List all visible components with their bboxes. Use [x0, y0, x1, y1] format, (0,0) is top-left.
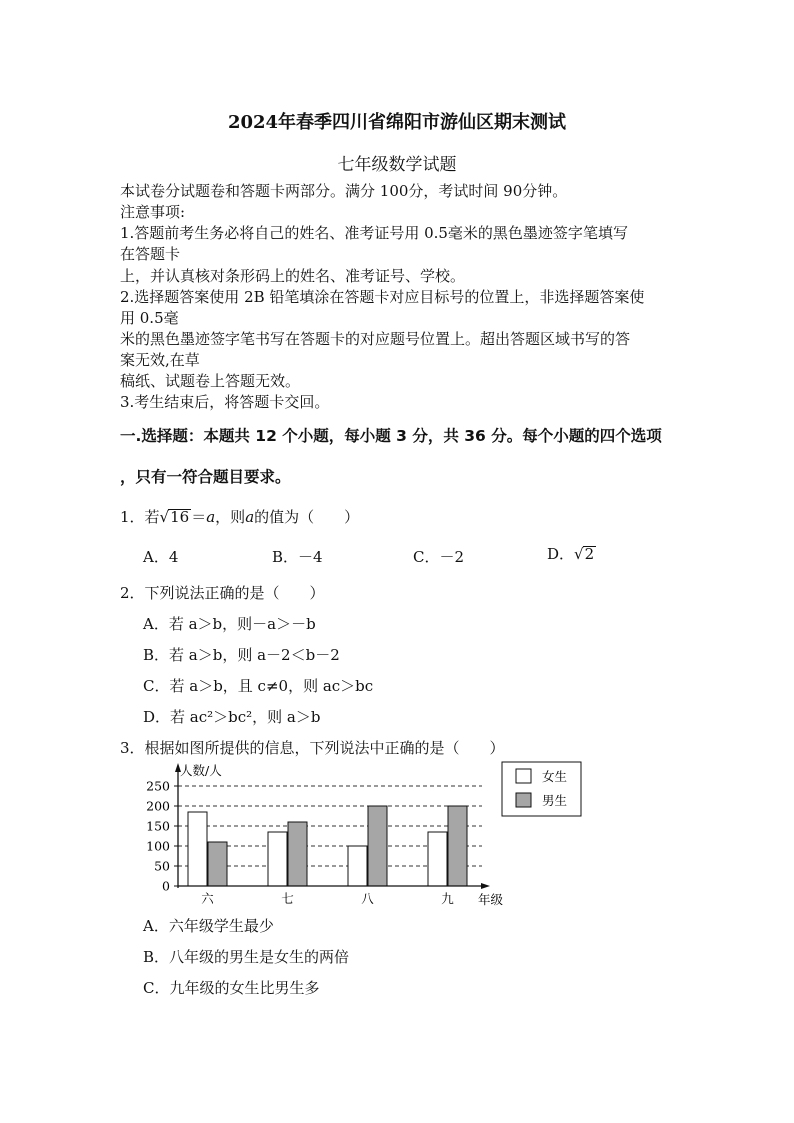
q1-option-c: C．－2 [413, 548, 465, 566]
x-tick-label: 九 [441, 891, 454, 906]
bar-chart [130, 758, 590, 910]
legend-swatch-boys [516, 793, 531, 807]
instruction-line: 在答题卡 [120, 245, 181, 263]
bar-boys [448, 806, 467, 886]
section-heading: ，只有一符合题目要求。 [120, 468, 291, 486]
q1-option-d-radicand: 2 [584, 545, 595, 563]
section-heading: 一.选择题：本题共 12 个小题，每小题 3 分，共 36 分。每个小题的四个选项 [120, 427, 662, 445]
instruction-line: 3.考生结束后，将答题卡交回。 [120, 393, 330, 411]
instruction-line: 2.选择题答案使用 2B 铅笔填涂在答题卡对应目标号的位置上，非选择题答案使 [120, 288, 645, 306]
instruction-line: 注意事项: [120, 203, 186, 221]
question-1-stem [120, 506, 359, 527]
y-axis-title: 人数/人 [180, 763, 222, 778]
instruction-line: 上，并认真核对条形码上的姓名、准考证号、学校。 [120, 267, 466, 285]
q2-option-b: B．若 a＞b，则 a－2＜b－2 [143, 646, 340, 664]
question-3-stem: 3．根据如图所提供的信息，下列说法中正确的是（ ） [120, 739, 505, 757]
q1-radicand: 16 [170, 508, 190, 526]
q1-suffix: 的值为（ ） [254, 508, 360, 526]
instruction-line: 案无效,在草 [120, 351, 200, 369]
instruction-line: 米的黑色墨迹签字笔书写在答题卡的对应题号位置上。超出答题区域书写的答 [120, 330, 631, 348]
chart-legend [502, 762, 581, 816]
legend-swatch-girls [516, 769, 531, 783]
question-2-stem: 2．下列说法正确的是（ ） [120, 584, 325, 602]
y-tick-label: 150 [146, 818, 170, 834]
q3-option-a: A．六年级学生最少 [143, 917, 274, 935]
bar-boys [368, 806, 387, 886]
y-tick-label: 200 [146, 798, 170, 814]
q3-option-b: B．八年级的男生是女生的两倍 [143, 948, 350, 966]
x-tick-label: 六 [201, 891, 214, 906]
bar-girls [188, 812, 207, 886]
q2-option-c: C．若 a＞b，且 c≠0，则 ac＞bc [143, 677, 374, 695]
y-tick-label: 50 [154, 858, 170, 874]
q1-option-a: A．4 [143, 548, 179, 566]
q1-option-d [547, 543, 596, 564]
x-tick-label: 七 [281, 891, 294, 906]
bar-girls [428, 832, 447, 886]
bar-girls [268, 832, 287, 886]
instruction-line: 1.答题前考生务必将自己的姓名、准考证号用 0.5毫米的黑色墨迹签字笔填写 [120, 224, 628, 242]
sqrt-sign-icon: √ [159, 508, 170, 526]
bar-boys [208, 842, 227, 886]
q1-prefix: 1．若 [120, 508, 160, 526]
bar-boys [288, 822, 307, 886]
instruction-line: 稿纸、试题卷上答题无效。 [120, 372, 301, 390]
instruction-line: 本试卷分试题卷和答题卡两部分。满分 100分，考试时间 90分钟。 [120, 182, 568, 200]
legend-label-boys: 男生 [542, 793, 568, 808]
q1-var2: a [245, 508, 255, 526]
instruction-line: 用 0.5毫 [120, 309, 179, 327]
y-tick-label: 250 [146, 778, 170, 794]
exam-subtitle: 七年级数学试题 [337, 155, 457, 175]
legend-label-girls: 女生 [542, 769, 568, 784]
q1-eq: ＝ [191, 508, 207, 526]
q1-option-b: B．－4 [272, 548, 323, 566]
x-tick-label: 八 [361, 891, 374, 906]
q1-mid: ，则 [215, 508, 246, 526]
q3-option-c: C．九年级的女生比男生多 [143, 979, 320, 997]
q1-option-d-prefix: D． [547, 545, 575, 563]
q2-option-d: D．若 ac²＞bc²，则 a＞b [143, 708, 321, 726]
y-tick-label: 100 [146, 838, 170, 854]
q2-option-a: A．若 a＞b，则－a＞－b [143, 615, 316, 633]
q1-var: a [206, 508, 216, 526]
exam-title: 2024年春季四川省绵阳市游仙区期末测试 [227, 112, 567, 133]
x-axis-arrow-icon [481, 883, 490, 889]
x-axis-title: 年级 [478, 892, 504, 907]
y-tick-label: 0 [162, 878, 170, 894]
sqrt-sign-icon: √ [574, 545, 584, 563]
bar-girls [348, 846, 367, 886]
